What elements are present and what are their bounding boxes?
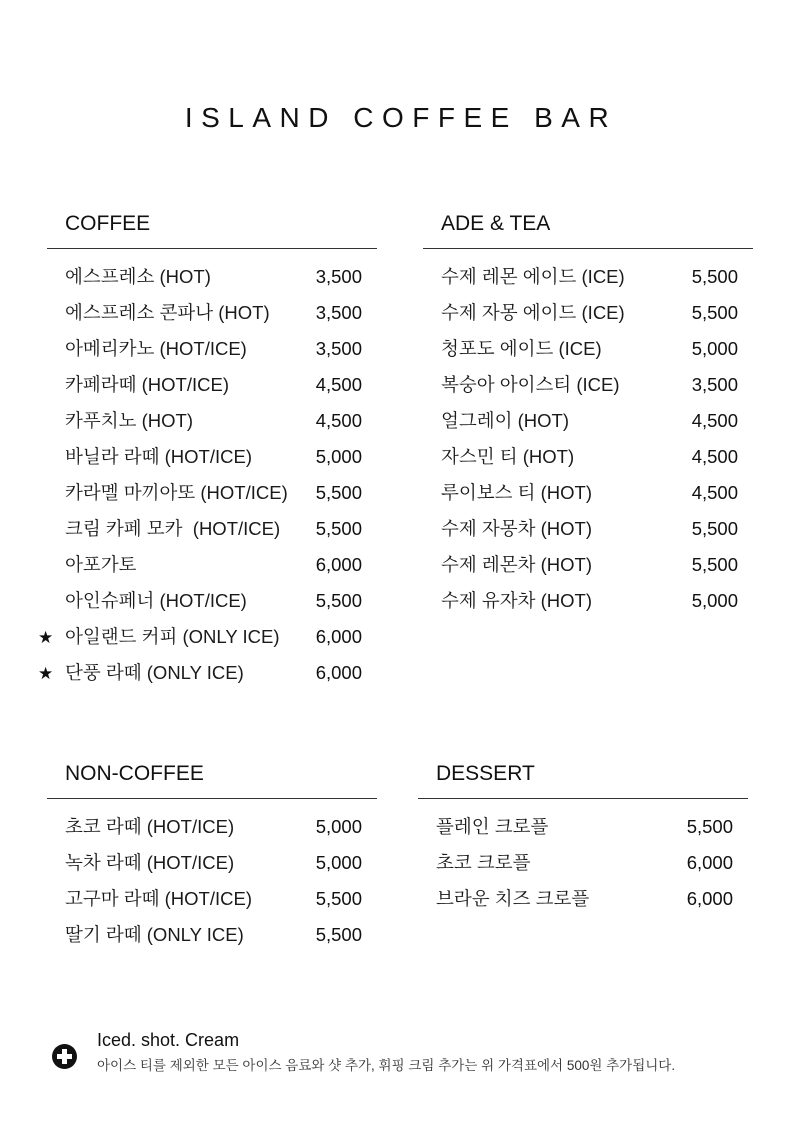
menu-item <box>423 480 753 516</box>
item-name: 복숭아 아이스티 (ICE) <box>441 374 620 395</box>
menu-item <box>423 552 753 588</box>
item-price: 3,500 <box>315 338 362 359</box>
item-price: 5,500 <box>686 816 733 837</box>
item-name: 수제 자몽 에이드 (ICE) <box>441 302 625 323</box>
menu-item <box>418 850 748 886</box>
item-price: 3,500 <box>315 266 362 287</box>
menu-item <box>423 336 753 372</box>
item-price: 5,500 <box>691 518 738 539</box>
menu-item-signature <box>38 660 377 696</box>
item-price: 6,000 <box>315 554 362 575</box>
item-price: 5,500 <box>315 888 362 909</box>
item-list <box>418 814 748 922</box>
note-title: Iced. shot. Cream <box>97 1030 240 1050</box>
item-name: 카라멜 마끼아또 (HOT/ICE) <box>65 482 288 503</box>
section-coffee <box>38 211 377 696</box>
menu-item <box>47 850 377 886</box>
item-name: 수제 레몬차 (HOT) <box>441 554 593 575</box>
item-name: 에스프레소 (HOT) <box>65 266 211 287</box>
item-list <box>38 264 377 696</box>
item-price: 5,500 <box>315 518 362 539</box>
section-heading: NON-COFFEE <box>65 762 204 785</box>
item-name: 아메리카노 (HOT/ICE) <box>65 338 247 359</box>
item-price: 5,000 <box>691 338 738 359</box>
item-price: 3,500 <box>315 302 362 323</box>
menu-item <box>423 300 753 336</box>
section-non-coffee <box>47 761 377 958</box>
item-name: 브라운 치즈 크로플 <box>436 888 590 909</box>
item-price: 5,000 <box>315 446 362 467</box>
section-heading: COFFEE <box>65 212 151 235</box>
divider <box>47 798 377 799</box>
section-heading: DESSERT <box>436 762 535 785</box>
item-price: 6,000 <box>686 888 733 909</box>
divider <box>418 798 748 799</box>
item-price: 4,500 <box>691 446 738 467</box>
item-name: 아일랜드 커피 (ONLY ICE) <box>65 626 280 647</box>
item-name: 청포도 에이드 (ICE) <box>441 338 602 359</box>
item-name: 수제 유자차 (HOT) <box>441 590 593 611</box>
note-text: 아이스 티를 제외한 모든 아이스 음료와 샷 추가, 휘핑 크림 추가는 위 가격표에서 500원 추가됩니다. <box>97 1058 676 1073</box>
divider <box>423 248 753 249</box>
item-name: 카푸치노 (HOT) <box>65 410 193 431</box>
item-name: 플레인 크로플 <box>436 816 549 837</box>
menu-item <box>423 372 753 408</box>
item-name: 루이보스 티 (HOT) <box>441 482 593 503</box>
item-list <box>423 264 753 624</box>
menu-item <box>47 372 377 408</box>
item-name: 아인슈페너 (HOT/ICE) <box>65 590 247 611</box>
item-price: 4,500 <box>315 374 362 395</box>
item-name: 딸기 라떼 (ONLY ICE) <box>65 924 244 945</box>
menu-item <box>47 886 377 922</box>
item-price: 5,500 <box>315 590 362 611</box>
menu-item <box>47 264 377 300</box>
item-name: 녹차 라떼 (HOT/ICE) <box>65 852 235 873</box>
item-price: 5,500 <box>315 482 362 503</box>
item-price: 5,500 <box>691 554 738 575</box>
menu-item <box>423 444 753 480</box>
menu-item <box>47 814 377 850</box>
menu-title: ISLAND COFFEE BAR <box>184 102 618 133</box>
menu-item <box>47 552 377 588</box>
menu-item <box>47 444 377 480</box>
item-price: 6,000 <box>315 662 362 683</box>
item-price: 4,500 <box>691 410 738 431</box>
item-name: 수제 레몬 에이드 (ICE) <box>441 266 625 287</box>
item-name: 바닐라 라떼 (HOT/ICE) <box>65 446 252 467</box>
item-name: 고구마 라떼 (HOT/ICE) <box>65 888 252 909</box>
item-price: 5,500 <box>691 266 738 287</box>
menu-item <box>423 588 753 624</box>
menu-item <box>47 408 377 444</box>
menu-item <box>418 814 748 850</box>
divider <box>47 248 377 249</box>
plus-circle-icon <box>52 1044 77 1069</box>
item-name: 에스프레소 콘파나 (HOT) <box>65 302 270 323</box>
menu-item <box>47 336 377 372</box>
item-name: 아포가토 <box>65 554 137 575</box>
item-price: 5,000 <box>691 590 738 611</box>
menu-item <box>47 516 377 552</box>
star-icon: ★ <box>38 628 54 647</box>
item-name: 카페라떼 (HOT/ICE) <box>65 374 229 395</box>
menu-item <box>47 588 377 624</box>
item-name: 얼그레이 (HOT) <box>441 410 569 431</box>
item-name: 초코 크로플 <box>436 852 531 873</box>
item-name: 자스민 티 (HOT) <box>441 446 575 467</box>
item-name: 수제 자몽차 (HOT) <box>441 518 593 539</box>
item-price: 6,000 <box>315 626 362 647</box>
menu-item <box>423 408 753 444</box>
item-price: 4,500 <box>315 410 362 431</box>
item-price: 5,500 <box>691 302 738 323</box>
item-price: 5,500 <box>315 924 362 945</box>
menu-item <box>47 922 377 958</box>
menu-item <box>47 300 377 336</box>
section-dessert <box>418 761 748 922</box>
item-name: 단풍 라떼 (ONLY ICE) <box>65 662 244 683</box>
menu-item <box>423 516 753 552</box>
item-price: 5,000 <box>315 816 362 837</box>
menu-item-signature <box>38 624 377 660</box>
item-price: 4,500 <box>691 482 738 503</box>
item-name: 초코 라떼 (HOT/ICE) <box>65 816 235 837</box>
menu-item <box>423 264 753 300</box>
menu-item <box>47 480 377 516</box>
item-list <box>47 814 377 958</box>
menu-item <box>418 886 748 922</box>
star-icon: ★ <box>38 664 54 683</box>
item-price: 6,000 <box>686 852 733 873</box>
section-heading: ADE & TEA <box>441 212 551 235</box>
section-ade-tea <box>423 211 753 624</box>
item-price: 5,000 <box>315 852 362 873</box>
item-name: 크림 카페 모카 (HOT/ICE) <box>65 518 281 539</box>
item-price: 3,500 <box>691 374 738 395</box>
